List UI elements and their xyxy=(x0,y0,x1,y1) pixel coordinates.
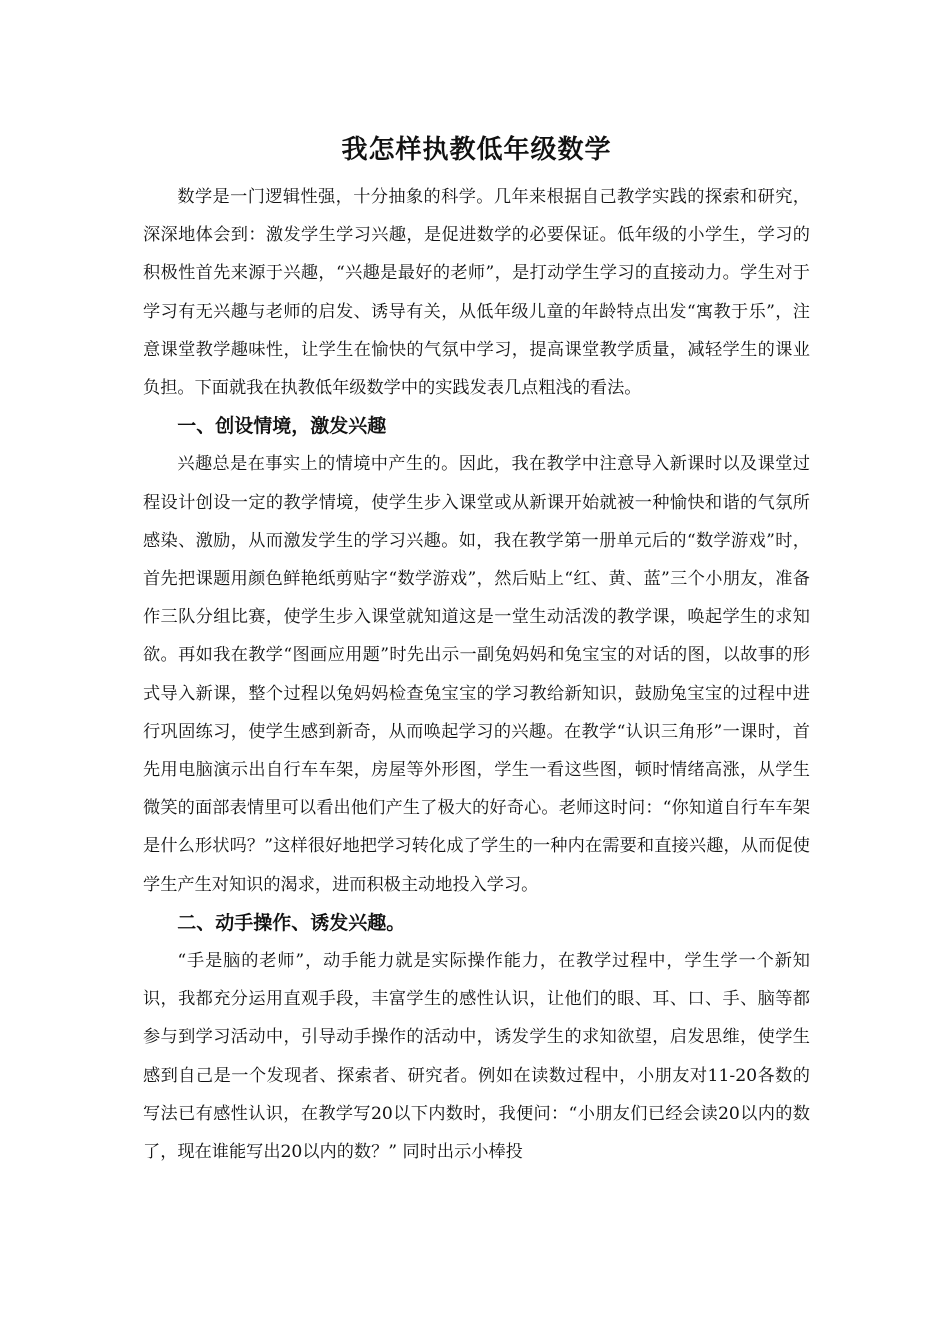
section-1-paragraph: 兴趣总是在事实上的情境中产生的。因此，我在教学中注意导入新课时以及课堂过程设计创设一定的教学情境，使学生步入课堂或从新课开始就被一种愉快和谐的气氛所感染、激励，从而激发学生的学习兴趣。如，我在教学第一册单元后的“数学游戏”时，首先把课题用颜色鲜艳纸剪贴字“数学游戏”，然后贴上“红、黄、蓝”三个小朋友，准备作三队分组比赛，使学生步入课堂就知道这是一堂生动活泼的教学课，唤起学生的求知欲。再如我在教学“图画应用题”时先出示一副兔妈妈和兔宝宝的对话的图，以故事的形式导入新课，整个过程以兔妈妈检查兔宝宝的学习教给新知识，鼓励兔宝宝的过程中进行巩固练习，使学生感到新奇，从而唤起学习的兴趣。在教学“认识三角形”一课时，首先用电脑演示出自行车车架，房屋等外形图，学生一看这些图，顿时情绪高涨，从学生微笑的面部表情里可以看出他们产生了极大的好奇心。老师这时问：“你知道自行车车架是什么形状吗？”这样很好地把学习转化成了学生的一种内在需要和直接兴趣，从而促使学生产生对知识的渴求，进而积极主动地投入学习。 xyxy=(143,454,810,895)
section-1-heading: 一、创设情境，激发兴趣 xyxy=(177,415,387,438)
section-2-paragraph: “手是脑的老师”，动手能力就是实际操作能力，在教学过程中，学生学一个新知识，我都充分运用直观手段，丰富学生的感性认识，让他们的眼、耳、口、手、脑等都参与到学习活动中，引导动手操作的活动中，诱发学生的求知欲望，启发思维，使学生感到自己是一个发现者、探索者、研究者。例如在读数过程中，小朋友对11-20各数的写法已有感性认识，在教学写20以下内数时，我便问：“小朋友们已经会读20以内的数了，现在谁能写出20以内的数？” 同时出示小棒投 xyxy=(143,951,810,1163)
intro-paragraph: 数学是一门逻辑性强，十分抽象的科学。几年来根据自己教学实践的探索和研究，深深地体会到：激发学生学习兴趣，是促进数学的必要保证。低年级的小学生，学习的积极性首先来源于兴趣，“兴趣是最好的老师”，是打动学生学习的直接动力。学生对于学习有无兴趣与老师的启发、诱导有关，从低年级儿童的年龄特点出发“寓教于乐”，注意课堂教学趣味性，让学生在愉快的气氛中学习，提高课堂教学质量，减轻学生的课业负担。下面就我在执教低年级数学中的实践发表几点粗浅的看法。 xyxy=(143,187,810,399)
document-body xyxy=(143,128,810,1171)
section-2-heading: 二、动手操作、诱发兴趣。 xyxy=(177,911,406,934)
document-title: 我怎样执教低年级数学 xyxy=(341,135,612,165)
